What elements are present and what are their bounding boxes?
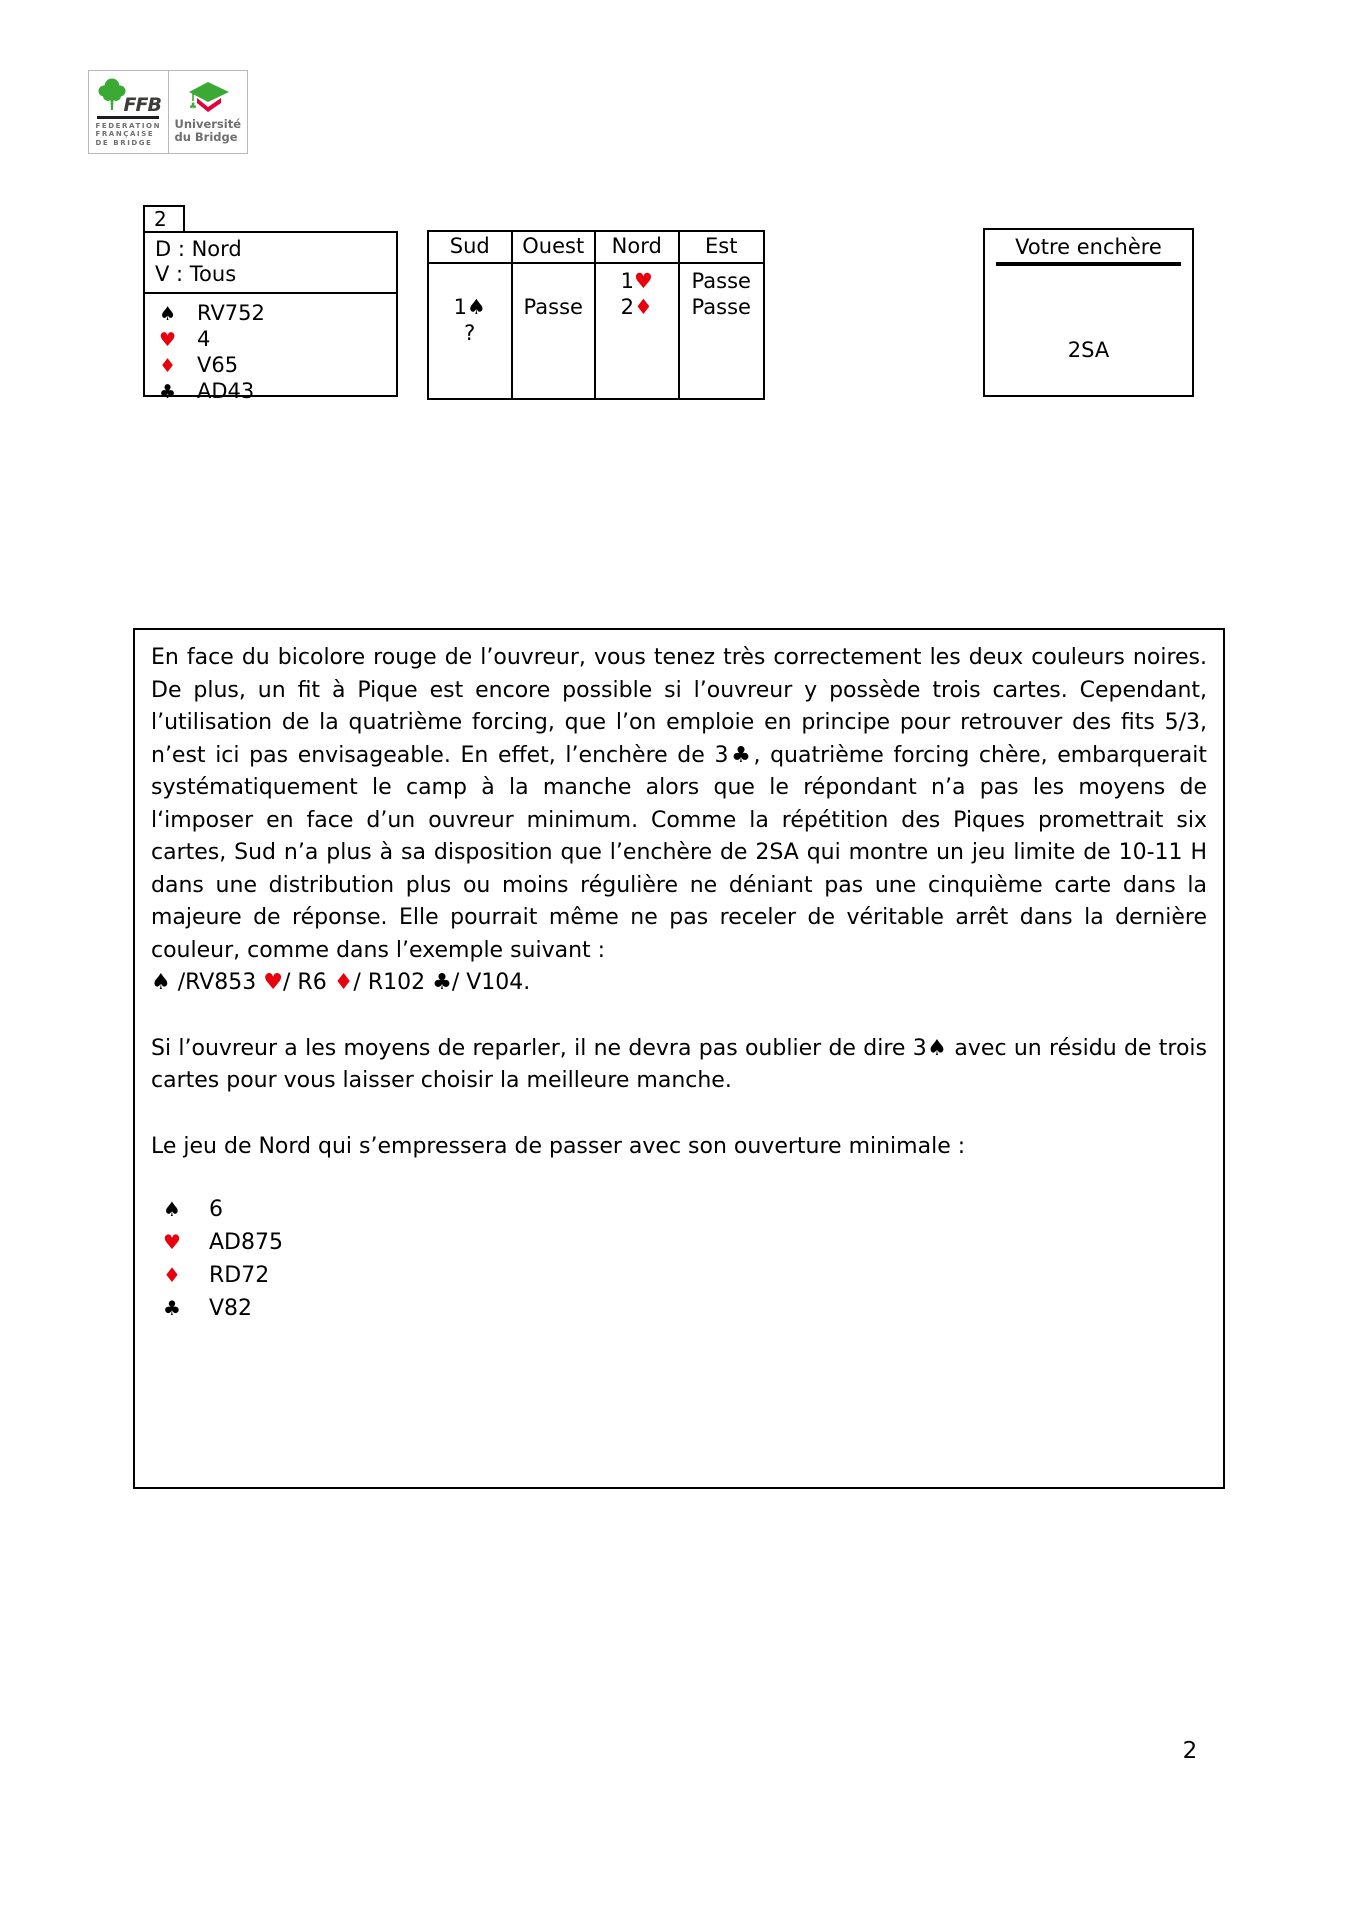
- ffb-caption: [95, 122, 161, 148]
- club-icon: ♣: [159, 381, 177, 403]
- black-suit-icon: ♠: [151, 970, 171, 995]
- bidding-table: [427, 230, 765, 400]
- ffb-caption-line: DE BRIDGE: [95, 138, 153, 147]
- bidding-column-est: [680, 264, 764, 398]
- club-icon: ♣: [163, 1296, 181, 1320]
- bid-call: 2♦: [620, 295, 653, 319]
- bidding-column-header-ouest: Ouest: [513, 232, 597, 262]
- your-bid-title: Votre enchère: [1015, 235, 1162, 259]
- ffb-tree-row: [96, 77, 161, 116]
- deal-number-tab: 2: [143, 205, 185, 233]
- hand-cards: 4: [197, 327, 211, 351]
- red-suit-icon: ♦: [634, 295, 653, 319]
- hand-cards: V82: [209, 1296, 253, 1321]
- hand-cards: RV752: [197, 301, 265, 325]
- explanation-paragraph-2: Si l’ouvreur a les moyens de reparler, il ne devra pas oublier de dire 3♠ avec un résidu de trois cartes pour vous laisser choisir la meilleure manche.: [151, 1035, 1207, 1093]
- red-suit-icon: ♦: [333, 970, 354, 995]
- hand-row: [159, 301, 396, 327]
- bidding-body: [429, 264, 763, 398]
- diamond-icon: ♦: [159, 355, 177, 377]
- university-name-line: Université: [174, 116, 242, 131]
- hand-row: [163, 1193, 1207, 1226]
- red-suit-icon: ♥: [634, 269, 653, 293]
- university-logo-cell: [169, 71, 248, 153]
- ffb-logo: [88, 70, 248, 154]
- red-suit-icon: ♥: [263, 970, 283, 995]
- bidding-header: [429, 232, 763, 264]
- black-suit-icon: ♠: [926, 1035, 948, 1061]
- bid-call: [596, 320, 678, 346]
- bidding-column-header-sud: Sud: [429, 232, 513, 262]
- bid-call: [680, 320, 764, 346]
- bid-call: 1♥: [620, 269, 653, 293]
- ffb-acronym: FFB: [123, 93, 161, 116]
- hand-cards: 6: [209, 1197, 223, 1222]
- logo-rule: [97, 116, 159, 119]
- spade-icon: ♠: [163, 1197, 181, 1221]
- ffb-logo-cell: [89, 71, 169, 153]
- north-hand: [163, 1193, 1207, 1325]
- hand-row: [159, 353, 396, 379]
- hand-row: [163, 1226, 1207, 1259]
- bidding-column-header-nord: Nord: [596, 232, 680, 262]
- vulnerability-label: V : Tous: [155, 262, 237, 286]
- bidding-column-ouest: [513, 264, 597, 398]
- hand-row: [163, 1292, 1207, 1325]
- hand-cards: V65: [197, 353, 239, 377]
- ffb-caption-line: FEDERATION: [95, 121, 162, 130]
- heart-icon: ♥: [159, 329, 177, 351]
- svg-text:♣: ♣: [188, 101, 197, 112]
- bid-call: ?: [464, 321, 476, 345]
- ffb-caption-line: FRANÇAISE: [95, 130, 155, 139]
- bid-call: Passe: [523, 295, 583, 319]
- university-name: [174, 118, 241, 144]
- bid-call: Passe: [691, 295, 751, 319]
- south-hand: [145, 294, 396, 405]
- black-suit-icon: ♣: [432, 970, 452, 995]
- hand-cards: AD875: [209, 1230, 283, 1255]
- black-suit-icon: ♣: [728, 742, 754, 768]
- bid-call: [429, 268, 511, 294]
- your-bid-answer: 2SA: [1067, 338, 1110, 362]
- explanation-box: [133, 628, 1225, 1489]
- deal-header: [145, 233, 396, 294]
- bid-call: [513, 268, 595, 294]
- bid-call: 1♠: [453, 295, 486, 319]
- spade-icon: ♠: [159, 303, 177, 325]
- deal-box: [143, 231, 398, 403]
- hand-row: [159, 379, 396, 405]
- page-number: 2: [1182, 1738, 1198, 1764]
- university-name-line: du Bridge: [174, 129, 238, 144]
- explanation-paragraph-3: Le jeu de Nord qui s’empressera de passer avec son ouverture minimale :: [151, 1133, 966, 1159]
- heart-icon: ♥: [163, 1230, 181, 1254]
- explanation-paragraph-1: En face du bicolore rouge de l’ouvreur, vous tenez très correctement les deux couleurs noires. De plus, un fit à Pique est encore possible si l’ouvreur y possède trois cartes. Cependant, l’utilisation de la quatrième forcing, que l’on emploie en principe pour retrouver des fits 5/3, n’est ici pas envisageable. En effet, l’enchère de 3♣, quatrième forcing chère, embarquerait systématiquement le camp à la manche alors que le répondant n’a pas les moyens de l‘imposer en face d’un ouvreur minimum. Comme la répétition des Piques promettrait six cartes, Sud n’a plus à sa disposition que l’enchère de 2SA qui montre un jeu limite de 10-11 H dans une distribution plus ou moins régulière ne déniant pas une cinquième carte dans la majeure de réponse. Elle pourrait même ne pas receler de véritable arrêt dans la dernière couleur, comme dans l’exemple suivant :: [151, 645, 1207, 963]
- hand-row: [163, 1259, 1207, 1292]
- example-hand-line: ♠ /RV853 ♥/ R6 ♦/ R102 ♣/ V104.: [151, 970, 531, 995]
- hand-cards: RD72: [209, 1263, 270, 1288]
- bid-call: Passe: [691, 269, 751, 293]
- diamond-icon: ♦: [163, 1263, 181, 1287]
- bidding-column-header-est: Est: [705, 234, 738, 258]
- university-cap-icon: [185, 81, 231, 115]
- your-bid-box: [983, 228, 1194, 397]
- hand-row: [159, 327, 396, 353]
- black-suit-icon: ♠: [467, 295, 486, 319]
- hand-cards: AD43: [197, 379, 255, 403]
- your-bid-rule: [996, 262, 1181, 266]
- bidding-column-sud: [429, 264, 513, 398]
- bidding-column-nord: [596, 264, 680, 398]
- dealer-label: D : Nord: [155, 237, 242, 261]
- bid-call: [513, 320, 595, 346]
